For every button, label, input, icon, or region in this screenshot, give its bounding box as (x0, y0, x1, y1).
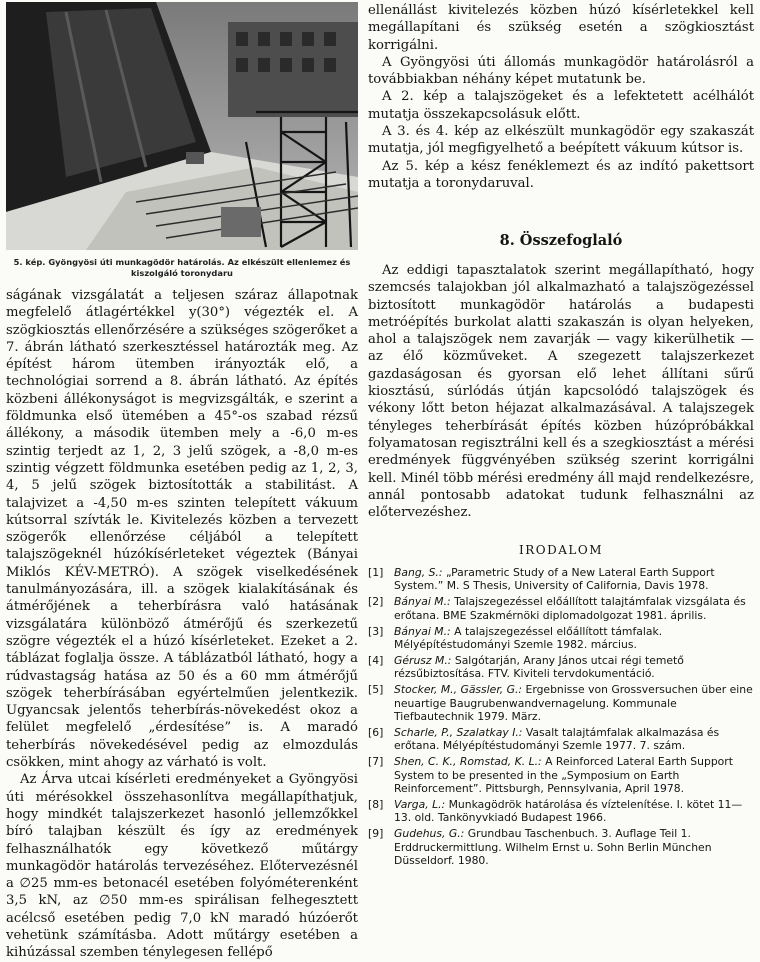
reference-item (368, 755, 754, 795)
references-list (368, 566, 754, 870)
reference-text: Salgótarján, Arany János utcai régi temető rézsűbiztosítása. FTV. Kiviteli tervdokumentáció. (394, 653, 684, 681)
reference-item (368, 798, 754, 825)
reference-author: Gérusz M.: (394, 653, 452, 667)
figure-caption: 5. kép. Gyöngyösi úti munkagödör határolás. Az elkészült ellenlemez és kiszolgáló toronydaru (13, 257, 351, 278)
reference-number: [2] (368, 595, 384, 609)
reference-text: Vasalt talajtámfalak alkalmazása és erőtana. Mélyépítéstudományi Szemle 1977. 7. szám. (394, 725, 720, 753)
reference-text: A Reinforced Lateral Earth Support System to be presented in the „Symposium on Earth Reinforcement”. Pittsburgh, Pennsylvania, April 1978. (394, 755, 733, 796)
reference-text: „Parametric Study of a New Lateral Earth Support System.” M. S Thesis, University of California, Davis 1978. (394, 566, 715, 593)
reference-item (368, 683, 754, 723)
reference-author: Bang, S.: (394, 566, 443, 579)
left-paragraph-2: Az Árva utcai kísérleti eredményeket a Gyöngyösi úti mérésokkel összehasonlítva megállapíthatjuk, hogy mindkét talajszerkezet hasonló jellemzőkkel bíró talajban készült és így az eredmények felhasználhatók egy következő műtárgy munkagödör határolás tervezéséhez. Előtervezésnél a ∅25 mm-es betonacél esetében folyóméterenként 3,5 kN, az ∅50 mm-es spirálisan felhegesztett acélcső esetében pedig 7,0 kN maradó húzóerőt vehetünk számításba. Adott műtárgy esetében a kihúzással szemben ténylegesen fellépő (6, 772, 358, 961)
reference-body (394, 726, 754, 753)
reference-body (394, 683, 754, 723)
right-paragraph-2: A Gyöngyösi úti állomás munkagödör határolásról a továbbiakban néhány képet mutatunk be. (368, 54, 754, 88)
reference-number: [6] (368, 725, 384, 739)
reference-text: Grundbau Taschenbuch. 3. Auflage Teil 1. Erddruckermittlung. Wilhelm Ernst u. Sohn Berlin München Düsseldorf. 1980. (394, 827, 712, 868)
reference-author: Scharle, P., Szalatkay I.: (394, 725, 523, 739)
reference-number: [9] (368, 827, 384, 841)
reference-body (394, 625, 754, 652)
summary-text (368, 262, 754, 521)
reference-author: Shen, C. K., Romstad, K. L.: (394, 755, 542, 769)
reference-body (394, 755, 754, 795)
reference-author: Varga, L.: (394, 798, 446, 811)
right-paragraph-4: A 3. és 4. kép az elkészült munkagödör egy szakaszát mutatja, jól megfigyelhető a beépített vákuum kútsor is. (368, 124, 754, 157)
left-body-text (6, 287, 358, 962)
reference-item (368, 654, 754, 681)
reference-item (368, 595, 754, 622)
reference-text: Talajszegezéssel előállított talajtámfalak vizsgálata és erőtana. BME Szakmérnöki diplomadolgozat 1981. április. (394, 595, 746, 622)
right-paragraph-1: ellenállást kivitelezés közben húzó kísérletekkel kell megállapítani és szükség esetén a szögkiosztást korrigálni. (368, 3, 754, 53)
reference-body (394, 827, 754, 867)
reference-body (394, 595, 754, 622)
reference-text: Ergebnisse von Grossversuchen über eine neuartige Baugrubenwandvernagelung. Kommunale Tiefbautechnik 1979. März. (394, 683, 753, 724)
section-heading: 8. Összefoglaló (499, 232, 623, 249)
reference-item (368, 827, 754, 867)
references-heading: IRODALOM (519, 543, 603, 557)
right-paragraph-5: Az 5. kép a kész fenéklemezt és az indító pakettsort mutatja a toronydaruval. (368, 158, 754, 191)
photo-illustration (6, 2, 358, 250)
reference-number: [7] (368, 755, 384, 769)
reference-author: Stocker, M., Gässler, G.: (394, 683, 523, 697)
reference-item (368, 625, 754, 652)
reference-author: Gudehus, G.: (394, 827, 465, 841)
reference-body (394, 654, 754, 681)
reference-number: [1] (368, 566, 384, 579)
reference-text: A talajszegezéssel előállított támfalak. Mélyépítéstudományi Szemle 1982. március. (394, 624, 663, 652)
reference-number: [3] (368, 624, 384, 638)
right-body-text (368, 2, 754, 192)
reference-author: Bányai M.: (394, 595, 451, 609)
reference-author: Bányai M.: (394, 624, 451, 638)
reference-item (368, 566, 754, 593)
construction-photo (6, 2, 358, 250)
reference-body (394, 566, 754, 593)
right-paragraph-3: A 2. kép a talajszögeket és a lefektetett acélhálót mutatja összekapcsolásuk előtt. (368, 89, 754, 122)
summary-paragraph: Az eddigi tapasztalatok szerint megállapítható, hogy szemcsés talajokban jól alkalmazható a talajszögezéssel biztosított munkagödör határolás a budapesti metróépítés burkolat alatti szakaszán is olyan helyeken, ahol a talajszögek nem zavarják — vagy kikerülhetik — az élő közműveket. A szegezett talajszerkezet gazdaságosan és gyorsan elő lehet állítani sűrű kiosztású, súrlódás útján kapcsolódó talajszögek és vékony lőtt beton héjazat alkalmazásával. A talajszegek tényleges teherbírását építés közben húzópróbákkal folyamatosan regisztrálni kell és a szegkiosztást a mérési eredmények függvényében szükség szerint korrigálni kell. Minél több mérési eredmény áll majd rendelkezésre, annál pontosabb adatokat tudunk felhasználni az előtervezéshez. (368, 263, 755, 521)
reference-item (368, 726, 754, 753)
reference-number: [8] (368, 798, 384, 811)
reference-number: [5] (368, 683, 384, 697)
left-paragraph-1: ságának vizsgálatát a teljesen száraz állapotnak megfelelő átlagértékkel y(30°) végezték el. A szögkiosztás ellenőrzésére a szükséges szögerőket a 7. ábrán látható szerkesztéssel határozták meg. Az építést három ütemben irányozták elő, a technológiai sorrend a 8. ábrán látható. Az építés közbeni állékonyságot is megvizsgálták, e szerint a földmunka első ütemében a 45°-os szabad rézsű állékony, a második ütemben mely a -6,0 m-es szintig terjedt az 1, 2, 3 jelű szögek, a -8,0 m-es szintig végzett földmunka esetében pedig az 1, 2, 3, 4, 5 jelű szögek biztosították a stabilitást. A talajvizet a -4,50 m-es szinten telepített vákuum kútsorral szívták le. Kivitelezés közben a tervezett szögerők ellenőrzése céljából a telepített talajszögeknél húzókísérleteket végeztek (Bányai Miklós KÉV-METRÓ). A szögek viselkedésének tanulmányozására, ill. a szögek kialakításának és átmérőjének a teherbírásra való hatásának vizsgálatára különböző átmérőjű és szerkezetű szögre végezték el a húzó kísérleteket. Ezeket a 2. táblázat foglalja össze. A táblázatból látható, hogy a rúdvastagság hatása az 50 és a 60 mm átmérőjű szögek teherbírásában egyértelműen jelentkezik. Ugyancsak jelentős teherbírás-növekedést okoz a felület megfelelő „érdesítése” is. A maradó teherbírás növekedésével pedig az elmozdulás csökken, mint ahogy az várható is volt. (6, 288, 358, 771)
reference-number: [4] (368, 653, 384, 667)
reference-body (394, 798, 754, 825)
reference-text: Munkagödrök határolása és víztelenítése. I. kötet 11—13. old. Tankönyvkiadó Budapest 1966. (394, 798, 743, 825)
